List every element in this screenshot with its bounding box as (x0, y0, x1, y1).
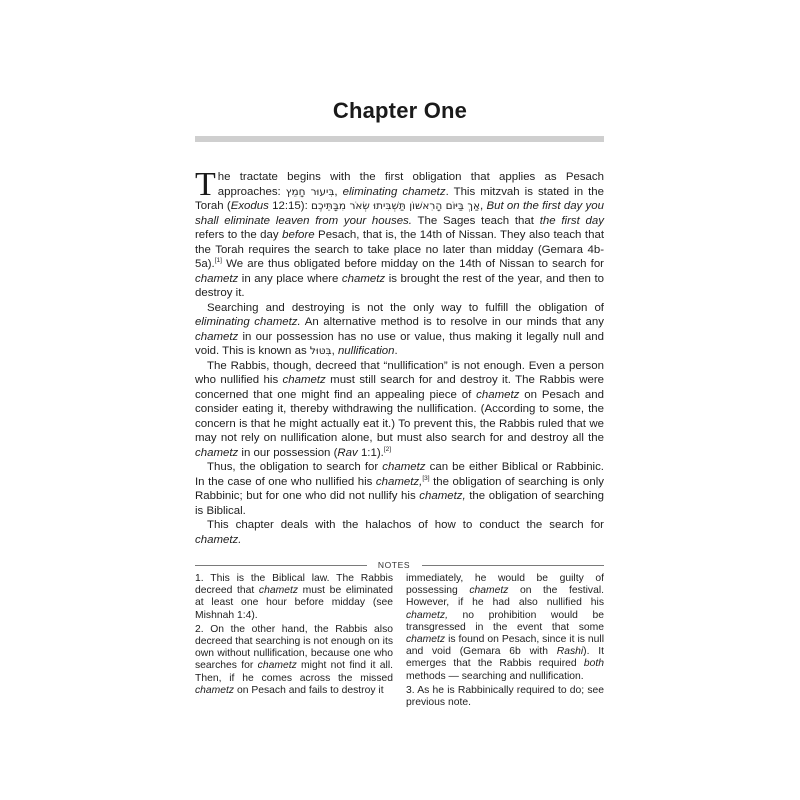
footnote-ref-3[interactable]: [3] (422, 474, 430, 482)
paragraph-3: The Rabbis, though, decreed that “nullification” is not enough. Even a person who nullified his chametz must still search for and destroy it. The Rabbis were concerned that one might find an appealing piece of chametz on Pesach and consider eating it, thereby withdrawing the nullification. (According to some, the concern is that he might actually eat it.) To prevent this, the Rabbis ruled that we may not rely on nullification alone, but must also search for and destroy all the chametz in our possession (Rav 1:1).[2] (195, 359, 605, 459)
chapter-body (195, 166, 605, 547)
chapter-title: Chapter One (332, 98, 468, 123)
hebrew-term: בִּיעוּר חָמֵץ (285, 185, 335, 198)
footnote-ref-1[interactable]: [1] (214, 257, 222, 265)
paragraph-1: The tractate begins with the first obligation that applies as Pesach approaches: בִּיעוּר חָמֵץ, eliminating chametz. This mitzvah is stated in the Torah (Exodus 12:15): אַךְ בַּיּוֹם הָרִאשׁוֹן תַּשְׁבִּיתוּ שְׂאֹר מִבָּתֵּיכֶם, But on the first day you shall eliminate leaven from your houses. The Sages teach that the first day refers to the day before Pesach, that is, the 14th of Nissan. They also teach that the Torah requires the search to take place no later than midday (Gemara 4b-5a).[1] We are thus obligated before midday on the 14th of Nissan to search for chametz in any place where chametz is brought the rest of the year, and then to destroy it. (195, 166, 604, 299)
notes-divider (195, 559, 604, 571)
note-2: 2. On the other hand, the Rabbis also decreed that searching is not enough on its own without nullification, because one who searches for chametz might not find it all. Then, if he comes across the missed chametz on Pesach and fails to destroy it (195, 623, 393, 696)
notes-column-left (195, 573, 393, 711)
hebrew-verse: אַךְ בַּיּוֹם הָרִאשׁוֹן תַּשְׁבִּיתוּ שְׂאֹר מִבָּתֵּיכֶם (311, 200, 481, 212)
notes-rule-right (422, 565, 604, 566)
paragraph-5: This chapter deals with the halachos of how to conduct the search for chametz. (195, 519, 604, 546)
note-3: 3. As he is Rabbinically required to do; see previous note. (406, 684, 604, 709)
title-rule (195, 136, 604, 142)
note-1: 1. This is the Biblical law. The Rabbis decreed that chametz must be eliminated at least one hour before midday (see Mishnah 1:4). (195, 573, 393, 621)
paragraph-2: Searching and destroying is not the only way to fulfill the obligation of eliminating chametz. An alternative method is to resolve in our minds that any chametz in our possession has no use or value, thus making it legally null and void. This is known as בִּטּוּל, nullification. (195, 301, 604, 357)
notes-column-right (406, 573, 604, 711)
notes-section (195, 573, 604, 711)
drop-cap: T (195, 166, 216, 203)
footnote-ref-2[interactable]: [2] (383, 445, 392, 453)
notes-label: NOTES (377, 560, 411, 570)
note-2-continued: immediately, he would be guilty of possessing chametz on the festival. However, if he had also nullified his chametz, no prohibition would be transgressed in the event that some chametz is found on Pesach, since it is null and void (Gemara 6b with Rashi). It emerges that the Rabbis required both methods — searching and nullification. (406, 573, 605, 682)
paragraph-4: Thus, the obligation to search for chametz can be either Biblical or Rabbinic. In the case of one who nullified his chametz,[3] the obligation of searching is only Rabbinic; but for one who did not nullify his chametz, the obligation of searching is Biblical. (195, 461, 605, 517)
hebrew-term: בִּטּוּל (309, 345, 332, 357)
notes-rule-left (195, 565, 367, 566)
